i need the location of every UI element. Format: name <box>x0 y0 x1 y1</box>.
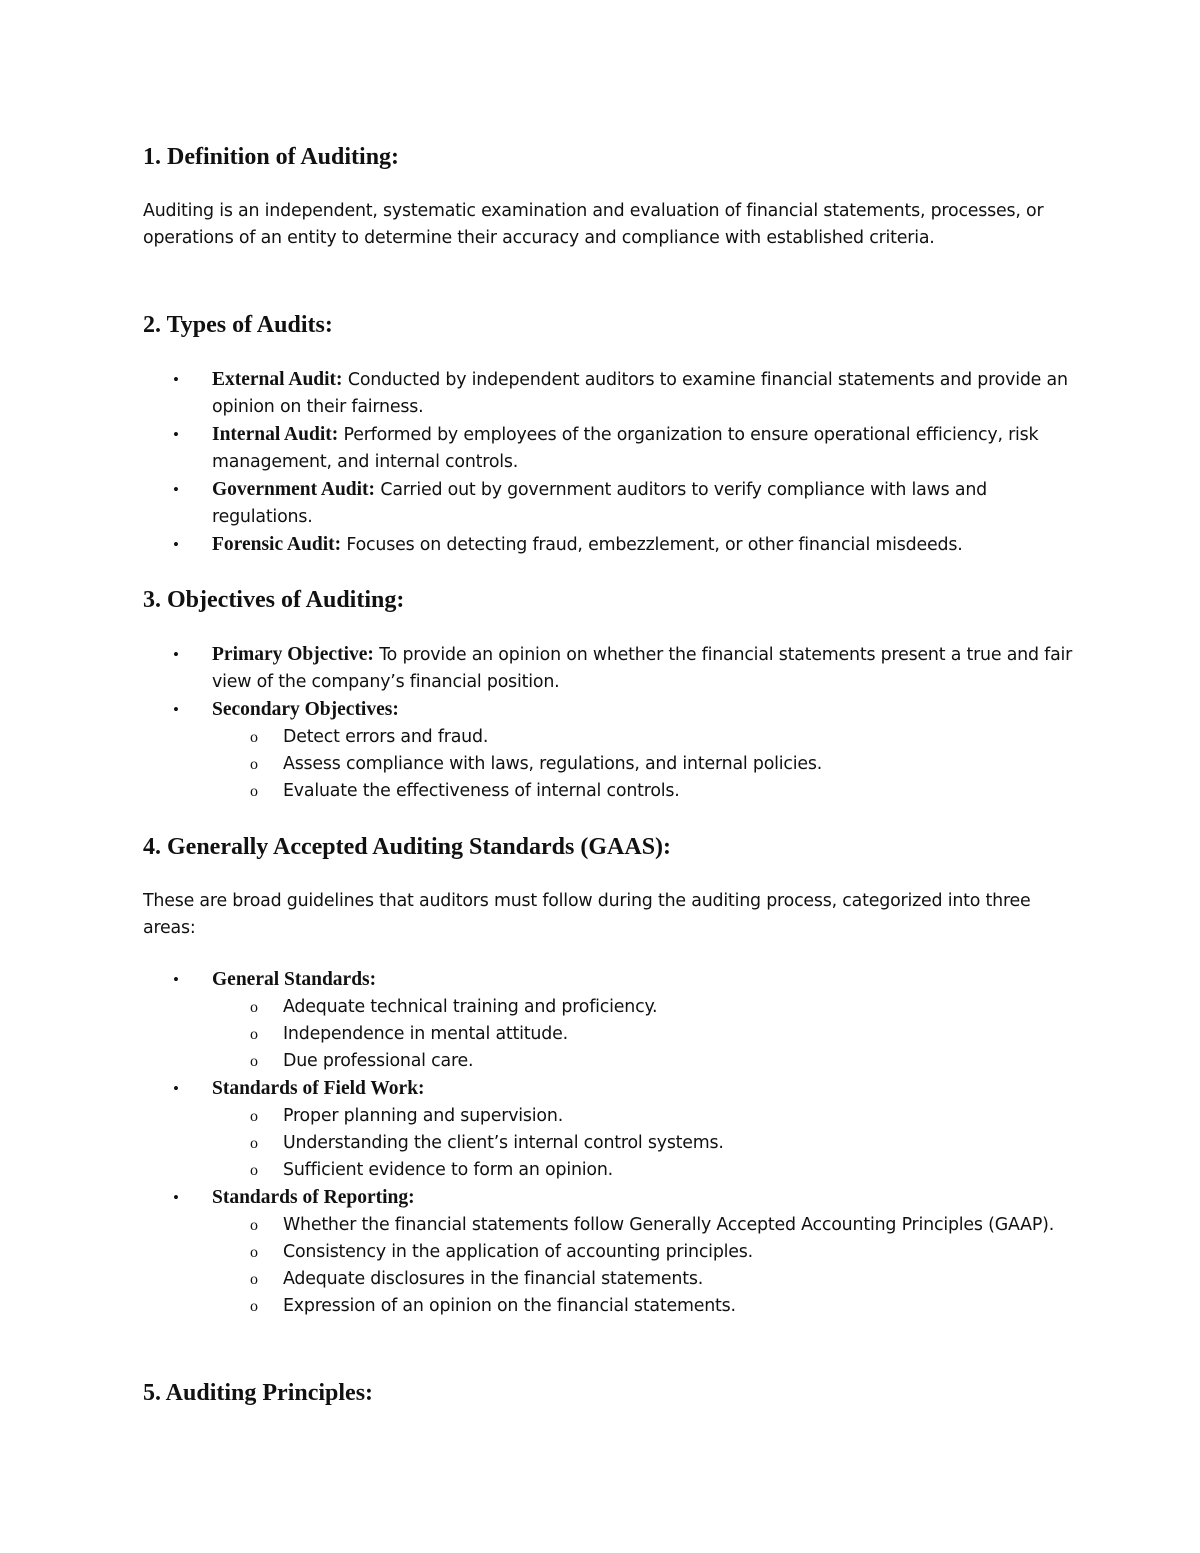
list-item-term: Forensic Audit: <box>212 534 342 555</box>
list-item <box>143 966 1073 994</box>
sub-list-item-text: Proper planning and supervision. <box>283 1106 564 1126</box>
list-item-term: General Standards: <box>212 969 377 990</box>
sub-list-item <box>143 1157 1073 1184</box>
sub-list-item <box>143 994 1073 1021</box>
list-item-term: External Audit: <box>212 369 343 390</box>
list-item <box>143 1075 1073 1103</box>
section-gaas <box>143 830 1073 1320</box>
list-item <box>143 366 1073 421</box>
circle-bullet-icon: o <box>250 1244 258 1261</box>
sub-list-item <box>143 1048 1073 1075</box>
circle-bullet-icon: o <box>250 1026 258 1043</box>
list-item-text: Carried out by government auditors to verify compliance with laws and regulations. <box>212 480 987 527</box>
section-principles <box>143 1376 1073 1410</box>
sub-list-item <box>143 1130 1073 1157</box>
sub-list-item <box>143 724 1073 751</box>
sub-list-item-text: Consistency in the application of accounting principles. <box>283 1242 753 1262</box>
circle-bullet-icon: o <box>250 1271 258 1288</box>
section-heading: 1. Definition of Auditing: <box>143 144 400 170</box>
circle-bullet-icon: o <box>250 1162 258 1179</box>
section-heading: 2. Types of Audits: <box>143 312 333 338</box>
bullet-icon: • <box>173 370 179 389</box>
bullet-icon: • <box>173 1079 179 1098</box>
list-item-term: Government Audit: <box>212 479 376 500</box>
section-types-of-audits <box>143 308 1073 559</box>
sub-list-item-text: Detect errors and fraud. <box>283 727 489 747</box>
bullet-list <box>143 966 1073 1320</box>
circle-bullet-icon: o <box>250 1135 258 1152</box>
bullet-icon: • <box>173 970 179 989</box>
list-item <box>143 421 1073 476</box>
sub-list-item-text: Sufficient evidence to form an opinion. <box>283 1160 613 1180</box>
circle-bullet-icon: o <box>250 1298 258 1315</box>
sub-list-item <box>143 1293 1073 1320</box>
list-item-text: To provide an opinion on whether the financial statements present a true and fair view of the company’s financial position. <box>212 645 1073 692</box>
bullet-icon: • <box>173 1188 179 1207</box>
list-item <box>143 696 1073 724</box>
list-item-term: Secondary Objectives: <box>212 699 399 720</box>
section-heading: 3. Objectives of Auditing: <box>143 587 405 613</box>
list-item-text: Performed by employees of the organization to ensure operational efficiency, risk management, and internal controls. <box>212 425 1039 472</box>
circle-bullet-icon: o <box>250 729 258 746</box>
list-item-term: Standards of Reporting: <box>212 1187 415 1208</box>
bullet-icon: • <box>173 700 179 719</box>
bullet-icon: • <box>173 425 179 444</box>
sub-list-item-text: Evaluate the effectiveness of internal controls. <box>283 781 680 801</box>
circle-bullet-icon: o <box>250 1217 258 1234</box>
sub-list-item <box>143 1021 1073 1048</box>
list-item-term: Primary Objective: <box>212 644 374 665</box>
sub-list-item <box>143 1212 1073 1239</box>
sub-list-item <box>143 778 1073 805</box>
sub-list-item-text: Expression of an opinion on the financial statements. <box>283 1296 736 1316</box>
sub-list-item-text: Adequate disclosures in the financial statements. <box>283 1269 704 1289</box>
list-item <box>143 641 1073 696</box>
bullet-icon: • <box>173 645 179 664</box>
sub-list-item-text: Independence in mental attitude. <box>283 1024 568 1044</box>
sub-list-item <box>143 1266 1073 1293</box>
list-item <box>143 531 1073 559</box>
sub-list-item <box>143 1103 1073 1130</box>
sub-list-item-text: Assess compliance with laws, regulations, and internal policies. <box>283 754 823 774</box>
section-heading: 5. Auditing Principles: <box>143 1380 374 1406</box>
list-item-text: Conducted by independent auditors to examine financial statements and provide an opinion on their fairness. <box>212 370 1068 417</box>
circle-bullet-icon: o <box>250 783 258 800</box>
sub-list-item <box>143 1239 1073 1266</box>
list-item-text: Focuses on detecting fraud, embezzlement, or other financial misdeeds. <box>341 535 963 555</box>
circle-bullet-icon: o <box>250 756 258 773</box>
section-definition <box>143 140 1073 252</box>
section-heading: 4. Generally Accepted Auditing Standards (GAAS): <box>143 834 672 860</box>
list-item-term: Internal Audit: <box>212 424 339 445</box>
sub-list-item-text: Whether the financial statements follow Generally Accepted Accounting Principles (GAAP). <box>283 1215 1055 1235</box>
sub-list-item-text: Due professional care. <box>283 1051 474 1071</box>
section-paragraph: Auditing is an independent, systematic examination and evaluation of financial statements, processes, or operations of an entity to determine their accuracy and compliance with established criteria. <box>143 201 1044 248</box>
circle-bullet-icon: o <box>250 1053 258 1070</box>
list-item <box>143 476 1073 531</box>
list-item <box>143 1184 1073 1212</box>
sub-list-item-text: Adequate technical training and proficiency. <box>283 997 658 1017</box>
bullet-icon: • <box>173 535 179 554</box>
sub-list-item-text: Understanding the client’s internal control systems. <box>283 1133 724 1153</box>
list-item-term: Standards of Field Work: <box>212 1078 425 1099</box>
circle-bullet-icon: o <box>250 999 258 1016</box>
section-paragraph: These are broad guidelines that auditors must follow during the auditing process, categorized into three areas: <box>143 891 1031 938</box>
bullet-icon: • <box>173 480 179 499</box>
bullet-list <box>143 366 1073 559</box>
circle-bullet-icon: o <box>250 1108 258 1125</box>
section-objectives <box>143 583 1073 805</box>
bullet-list <box>143 641 1073 805</box>
sub-list-item <box>143 751 1073 778</box>
